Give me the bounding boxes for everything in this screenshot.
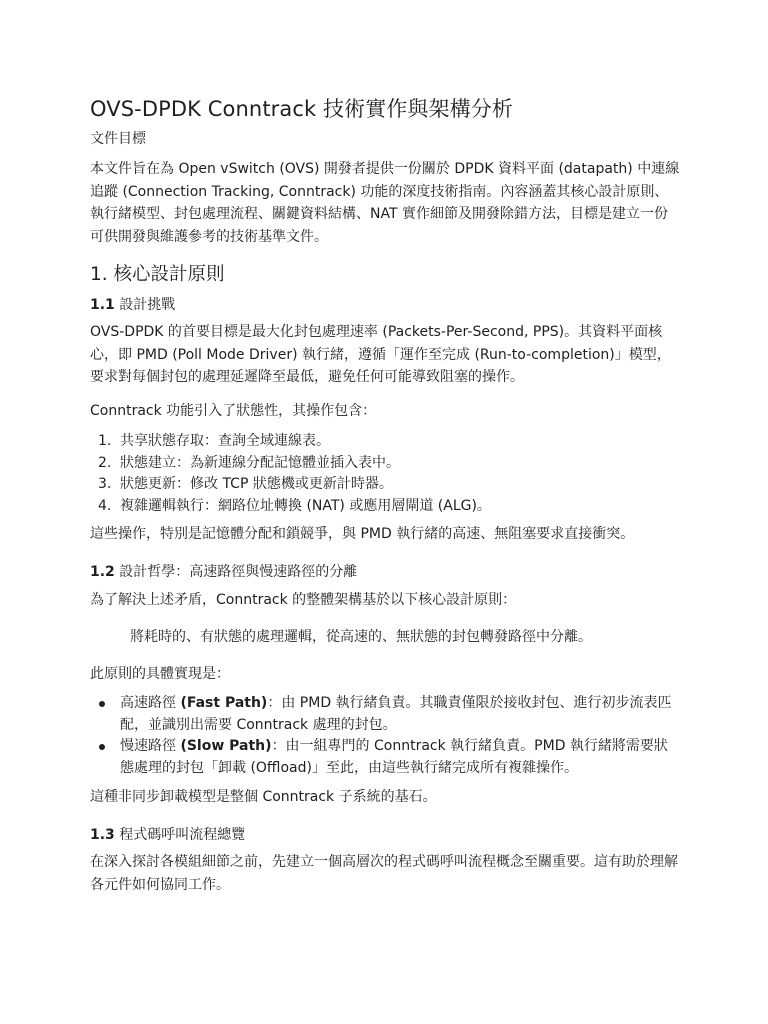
- section-title: 設計哲學：高速路徑與慢速路徑的分離: [119, 564, 358, 580]
- section-number: 1.1: [90, 297, 115, 313]
- list-item: 2. 狀態建立：為新連線分配記憶體並插入表中。: [98, 454, 400, 471]
- foundation-paragraph: 這種非同步卸載模型是整個 Conntrack 子系統的基石。: [90, 789, 437, 805]
- section-title: 程式碼呼叫流程總覽: [119, 827, 246, 843]
- challenge-paragraph: OVS-DPDK 的首要目標是最大化封包處理速率 (Packets-Per-Second, PPS)。其資料平面核心，即 PMD (Poll Mode Driver) 執行緒，遵循「運作至完成 (Run-to-completion)」模型，要求對每個封包的處理延遲降至最低，避免任何可能導致阻塞的操作。: [90, 324, 671, 385]
- design-intro-paragraph: 為了解決上述矛盾，Conntrack 的整體架構基於以下核心設計原則：: [90, 592, 517, 608]
- list-item: 慢速路徑 (Slow Path)：由一組專門的 Conntrack 執行緒負責。PMD 執行緒將需要狀態處理的封包「卸載 (Offload)」至此，由這些執行緒完成所有複雜操作。: [90, 736, 680, 779]
- document-title: OVS-DPDK Conntrack 技術實作與架構分析: [90, 97, 513, 121]
- list-item: 1. 共享狀態存取：查詢全域連線表。: [98, 433, 330, 449]
- section-title: 設計挑戰: [119, 297, 176, 313]
- path-list: [90, 693, 680, 779]
- section-1-2-heading: [90, 561, 357, 581]
- call-flow-paragraph: 在深入探討各模組細節之前，先建立一個高層次的程式碼呼叫流程概念至關重要。這有助於理解各元件如何協同工作。: [90, 854, 678, 893]
- design-principle-quote: 將耗時的、有狀態的處理邏輯，從高速的、無狀態的封包轉發路徑中分離。: [130, 629, 592, 645]
- conntrack-intro-paragraph: Conntrack 功能引入了狀態性，其操作包含：: [90, 403, 377, 419]
- section-number: 1.3: [90, 827, 115, 843]
- implementation-intro-paragraph: 此原則的具體實現是：: [90, 666, 230, 682]
- section-1-3-heading: [90, 824, 245, 844]
- purpose-heading: 文件目標: [90, 131, 146, 147]
- section-1-1-heading: [90, 294, 175, 314]
- list-item: 3. 狀態更新：修改 TCP 狀態機或更新計時器。: [98, 476, 393, 492]
- list-item: 高速路徑 (Fast Path)：由 PMD 執行緒負責。其職責僅限於接收封包、進行初步流表匹配，並識別出需要 Conntrack 處理的封包。: [90, 693, 680, 736]
- operations-list: [90, 431, 680, 517]
- list-item: 4. 複雜邏輯執行：網路位址轉換 (NAT) 或應用層閘道 (ALG)。: [98, 497, 491, 514]
- conflict-paragraph: 這些操作，特別是記憶體分配和鎖競爭，與 PMD 執行緒的高速、無阻塞要求直接衝突。: [90, 526, 635, 542]
- purpose-paragraph: 本文件旨在為 Open vSwitch (OVS) 開發者提供一份關於 DPDK 資料平面 (datapath) 中連線追蹤 (Connection Tracking, Conntrack) 功能的深度技術指南。內容涵蓋其核心設計原則、執行緒模型、封包處理流程、關鍵資料結構、NAT 實作細節及開發除錯方法，目標是建立一份可供開發與維護參考的技術基準文件。: [90, 161, 680, 245]
- section-number: 1.2: [90, 564, 115, 580]
- section-1-heading: 1. 核心設計原則: [90, 264, 225, 285]
- bullet-icon: [99, 701, 105, 707]
- bullet-icon: [99, 744, 105, 750]
